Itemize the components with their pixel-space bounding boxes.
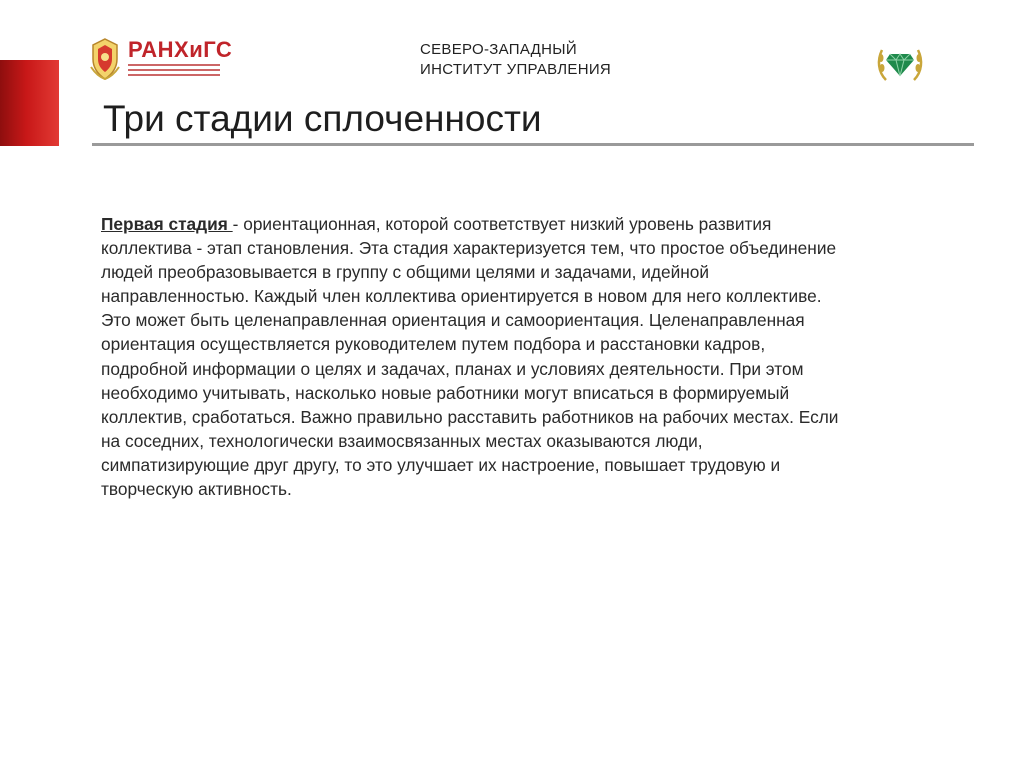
body-line: подробной информации о целях и задачах, планах и условиях деятельности. При этом bbox=[101, 358, 804, 379]
body-line bbox=[101, 212, 971, 236]
body-line: ориентация осуществляется руководителем путем подбора и расстановки кадров, bbox=[101, 334, 766, 355]
body-line: коллектива - этап становления. Эта стадия характеризуется тем, что простое объединение bbox=[101, 238, 837, 259]
institute-line-2: ИНСТИТУТ УПРАВЛЕНИЯ bbox=[420, 61, 612, 78]
body-line: необходимо учитывать, насколько новые работники могут вписаться в формируемый bbox=[101, 382, 790, 403]
body-line: творческую активность. bbox=[101, 479, 292, 500]
institute-line-1: СЕВЕРО-ЗАПАДНЫЙ bbox=[420, 41, 577, 58]
logo-text: РАНХиГС bbox=[128, 37, 233, 62]
title-underline bbox=[92, 143, 974, 146]
emerald-logo bbox=[874, 36, 926, 88]
body-line: коллектив, сработаться. Важно правильно расставить работников на рабочих местах. Если bbox=[101, 406, 839, 427]
slide-title: Три стадии сплоченности bbox=[103, 98, 542, 139]
body-line-text: - ориентационная, которой соответствует низкий уровень развития bbox=[232, 214, 772, 234]
body-text bbox=[101, 212, 971, 501]
body-line: направленностью. Каждый член коллектива ориентируется в новом для него коллективе. bbox=[101, 286, 822, 307]
lead-term: Первая стадия bbox=[101, 214, 233, 234]
body-line: людей преобразовывается в группу с общими целями и задачами, идейной bbox=[101, 262, 710, 283]
ranepa-logo bbox=[87, 37, 233, 81]
body-line: симпатизирующие друг другу, то это улучшает их настроение, повышает трудовую и bbox=[101, 454, 781, 475]
body-line: Это может быть целенаправленная ориентация и самоориентация. Целенаправленная bbox=[101, 310, 805, 331]
emerald-laurel-icon bbox=[874, 36, 926, 88]
ranepa-emblem-icon bbox=[87, 37, 123, 81]
institute-name bbox=[420, 40, 611, 80]
logo-small-lines bbox=[128, 64, 220, 79]
red-accent-bar bbox=[0, 60, 59, 146]
body-line: на соседних, технологически взаимосвязанных местах оказываются люди, bbox=[101, 430, 703, 451]
